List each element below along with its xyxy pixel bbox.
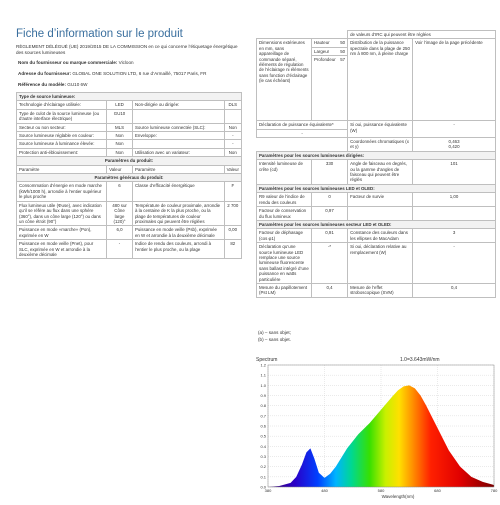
- type_rows-cell: [224, 109, 241, 123]
- supplier-address-row: [18, 71, 243, 77]
- supplier-name-row: [18, 60, 243, 66]
- x-tick-label: 480: [321, 488, 328, 493]
- dimensions-label: Dimensions extérieures en mm, sans appareillage de commande séparé, éléments de régulation de l’éclairage ni éléments sans fonction d’éclairage (le cas échéant): [257, 39, 312, 121]
- mains_rows-cell: 0,4: [312, 283, 348, 297]
- equiv-power: -: [413, 121, 496, 138]
- dir_rows-cell: Angle de faisceau en degrés, ou la gamme d’angles de faisceau qui peuvent être réglés: [348, 160, 413, 185]
- model-value: GU10 6W: [67, 82, 88, 87]
- general_rows-cell: Classe d’efficacité énergétique: [132, 182, 224, 201]
- mains-rows: [257, 229, 496, 297]
- type_rows-cell: [132, 140, 224, 148]
- mains_rows-cell: Mesure du papillotement (Pst LM): [257, 283, 312, 297]
- mains_rows-cell: 3: [413, 229, 496, 243]
- table-row: [17, 101, 242, 109]
- chart-title: Spectrum: [256, 357, 278, 363]
- y-tick-label: 0.8: [260, 403, 266, 409]
- height-row: [312, 39, 348, 47]
- supplier-name-label: Nom du fournisseur ou marque commerciale:: [18, 60, 118, 65]
- led_rows-cell: 0,97: [312, 207, 348, 221]
- chart-annotation: 1.0=3.643mW/nm: [400, 357, 440, 363]
- y-tick-label: 0.4: [260, 443, 266, 449]
- led_rows-cell: R9 valeur de l’indice de rendu des couleurs: [257, 193, 312, 207]
- depth-value: 57: [340, 57, 346, 63]
- type_rows-cell: MLS: [107, 123, 133, 131]
- table-row: [17, 140, 242, 148]
- general_rows-cell: Puissance en mode veille (Pnet), pour SLC, exprimée en W et arrondie à la deuxième décimale: [17, 240, 107, 259]
- x-tick-label: 780: [490, 488, 498, 493]
- page-title: Fiche d’information sur le produit: [16, 28, 183, 40]
- y-tick-label: 1.0: [260, 382, 266, 388]
- spacer: [257, 31, 312, 39]
- general_rows-cell: F: [224, 182, 241, 201]
- general_rows-cell: -: [107, 240, 133, 259]
- spacer: [257, 138, 348, 152]
- general_rows-cell: Puissance en mode veille (Psb), exprimée en W et arrondie à la deuxième décimale: [132, 226, 224, 240]
- chroma-values: [413, 138, 496, 152]
- table-row: [17, 182, 242, 201]
- type_rows-cell: -: [224, 132, 241, 140]
- dir_rows-cell: Intensité lumineuse de crête (cd): [257, 160, 312, 185]
- general-rows: [17, 182, 242, 259]
- type_rows-cell: Type de culot de la source lumineuse (ou d’autre interface électrique): [17, 109, 107, 123]
- type_rows-cell: Non: [107, 140, 133, 148]
- type_rows-cell: [132, 109, 224, 123]
- type_rows-cell: Source lumineuse à luminance élevée:: [17, 140, 107, 148]
- type_rows-cell: Secteur ou non secteur:: [17, 123, 107, 131]
- height-value: 50: [340, 40, 346, 46]
- type_rows-cell: DLS: [224, 101, 241, 109]
- chroma-x: 0,463: [448, 139, 460, 145]
- general_rows-cell: 6,0: [107, 226, 133, 240]
- model-row: [18, 82, 243, 88]
- dir_rows-cell: 330: [312, 160, 348, 185]
- led_rows-cell: 0: [312, 193, 348, 207]
- footnote-2: (b) – sans objet.: [258, 337, 291, 342]
- spectrum-chart: [250, 353, 500, 500]
- equiv-value: -: [257, 129, 348, 137]
- depth-label: Profondeur: [314, 57, 336, 63]
- table-row: [257, 283, 496, 297]
- type_rows-cell: Non: [224, 123, 241, 131]
- type_rows-cell: Source lumineuse réglable en couleur:: [17, 132, 107, 140]
- general_rows-cell: 0,00: [224, 226, 241, 240]
- model-label: Référence du modèle:: [18, 82, 66, 87]
- y-tick-label: 0.3: [260, 454, 266, 459]
- supplier-address-label: Adresse du fournisseur:: [18, 71, 72, 76]
- general_rows-cell: Température de couleur proximale, arrondie à la centaine de K la plus proche, ou la plage de températures de couleur proximales qui peuvent être réglées: [132, 201, 224, 226]
- y-tick-label: 0.6: [260, 423, 266, 429]
- x-tick-label: 580: [377, 488, 385, 493]
- general_rows-cell: Indice de rendu des couleurs, arrondi à l’entier le plus proche, ou la plage: [132, 240, 224, 259]
- table-row: [17, 148, 242, 156]
- type_rows-cell: Non: [107, 132, 133, 140]
- col-value: Valeur: [107, 165, 133, 173]
- general_rows-cell: Consommation d’énergie en mode marche (kWh/1000 h), arrondie à l’entier supérieur le plus proche: [17, 182, 107, 201]
- product-type-table: [16, 92, 242, 259]
- section-params-header: Paramètres du produit:: [17, 157, 242, 165]
- type_rows-cell: Non: [107, 148, 133, 156]
- chroma-label: Coordonnées chromatiques (x et y): [348, 138, 413, 152]
- general_rows-cell: 2 700: [224, 201, 241, 226]
- chroma-y: 0,420: [448, 144, 460, 150]
- type_rows-cell: Utilisation avec un variateur:: [132, 148, 224, 156]
- table-row: [17, 123, 242, 131]
- y-tick-label: 0.5: [260, 433, 266, 439]
- y-tick-label: 0.0: [260, 484, 266, 490]
- general_rows-cell: 480 sur Cône large (120)°: [107, 201, 133, 226]
- col-value-2: Valeur: [224, 165, 241, 173]
- width-label: Largeur: [314, 48, 330, 54]
- table-row: [257, 193, 496, 207]
- general-params-header: Paramètres généraux du produit:: [17, 174, 242, 182]
- table-row: [17, 226, 242, 240]
- supplier-address: GLOBAL ONE SOLUTION LTD, 6 rue d’Armaillé, 75017 Paris, FR: [72, 71, 207, 76]
- led-section-header: Paramètres pour les sources lumineuses LED et OLED:: [257, 184, 496, 192]
- mains_rows-cell: Déclaration qu’une source lumineuse LED remplace une source lumineuse fluorescente sans ballast intégré d’une puissance en watts particulière: [257, 243, 312, 284]
- table-row: [257, 229, 496, 243]
- spectrum-svg: [250, 353, 500, 500]
- width-row: [312, 47, 348, 55]
- col-param-2: Paramètre: [132, 165, 224, 173]
- mains_rows-cell: 0,91: [312, 229, 348, 243]
- col-param: Paramètre: [17, 165, 107, 173]
- table-row: [17, 132, 242, 140]
- table-row: [257, 160, 496, 185]
- type_rows-cell: Non-dirigée ou dirigée:: [132, 101, 224, 109]
- mains-section-header: Paramètres pour les sources lumineuses secteur LED et OLED:: [257, 220, 496, 228]
- type_rows-cell: LED: [107, 101, 133, 109]
- mains_rows-cell: Constance des couleurs dans les ellipses de MacAdam: [348, 229, 413, 243]
- spectral-label: Distribution de la puissance spectrale dans la plage de 250 nm à 800 nm, à pleine charge: [348, 39, 413, 121]
- footnote-1: (a) – sans objet;: [258, 330, 291, 335]
- type_rows-cell: Non: [224, 148, 241, 156]
- section-type-header: Type de source lumineuse:: [17, 93, 242, 101]
- cri-range-text: de valeurs d’IRC qui peuvent être réglées: [348, 31, 496, 39]
- table-row: [257, 207, 496, 221]
- mains_rows-cell: -*: [312, 243, 348, 284]
- y-tick-label: 0.1: [260, 474, 266, 480]
- general_rows-cell: 82: [224, 240, 241, 259]
- y-tick-label: 1.1: [260, 372, 266, 378]
- table-row: [17, 201, 242, 226]
- led_rows-cell: [413, 207, 496, 221]
- led_rows-cell: [348, 207, 413, 221]
- supplier-name: Vicloon: [118, 60, 134, 65]
- type_rows-cell: Enveloppe:: [132, 132, 224, 140]
- dir-rows: [257, 160, 496, 185]
- table-row: [17, 109, 242, 123]
- x-axis-label: Wavelength(nm): [381, 494, 415, 499]
- general_rows-cell: 6: [107, 182, 133, 201]
- equiv-power-label: Si oui, puissance équivalente (W): [348, 121, 413, 138]
- type_rows-cell: -: [224, 140, 241, 148]
- x-tick-label: 680: [434, 488, 441, 493]
- y-tick-label: 0.7: [260, 413, 266, 419]
- spectral-value: Voir l’image de la page précédente: [413, 39, 496, 121]
- type_rows-cell: GU10: [107, 109, 133, 123]
- y-tick-label: 0.9: [260, 393, 266, 398]
- depth-row: [312, 56, 348, 121]
- equiv-label: Déclaration de puissance équivalente*: [257, 121, 348, 129]
- dimensions-table: [256, 30, 496, 298]
- mains_rows-cell: -: [413, 243, 496, 284]
- y-tick-label: 1.2: [260, 362, 266, 368]
- regulation-text: RÈGLEMENT DÉLÉGUÉ (UE) 2019/2015 DE LA COMMISSION en ce qui concerne l’étiquetage énergétique des sources lumineuses: [16, 44, 238, 55]
- general_rows-cell: Puissance en mode «marche» (Pon), exprimée en W: [17, 226, 107, 240]
- mains_rows-cell: 0,4: [413, 283, 496, 297]
- dir-section-header: Paramètres pour les sources lumineuses dirigées:: [257, 151, 496, 159]
- type-rows: [17, 101, 242, 157]
- dir_rows-cell: 101: [413, 160, 496, 185]
- mains_rows-cell: Facteur de déphasage (cos φ1): [257, 229, 312, 243]
- table-row: [17, 240, 242, 259]
- spacer: [312, 31, 348, 39]
- type_rows-cell: Protection anti-éblouissement:: [17, 148, 107, 156]
- mains_rows-cell: Mesure de l’effet stroboscopique (SVM): [348, 283, 413, 297]
- led-rows: [257, 193, 496, 221]
- mains_rows-cell: Si oui, déclaration relative au remplacement (W): [348, 243, 413, 284]
- x-tick-label: 380: [264, 488, 272, 493]
- type_rows-cell: Source lumineuse connectée (SLC):: [132, 123, 224, 131]
- led_rows-cell: Facteur de conservation du flux lumineux: [257, 207, 312, 221]
- led_rows-cell: Facteur de survie: [348, 193, 413, 207]
- table-row: [257, 243, 496, 284]
- general_rows-cell: Flux lumineux utile (Φuse), avec indication qu’il se réfère au flux dans une sphère (360°), dans un cône large (120°) ou dans un cône étroit (90°): [17, 201, 107, 226]
- height-label: Hauteur: [314, 40, 330, 46]
- width-value: 50: [340, 48, 346, 54]
- y-tick-label: 0.2: [260, 464, 266, 470]
- led_rows-cell: 1,00: [413, 193, 496, 207]
- type_rows-cell: Technologie d’éclairage utilisée:: [17, 101, 107, 109]
